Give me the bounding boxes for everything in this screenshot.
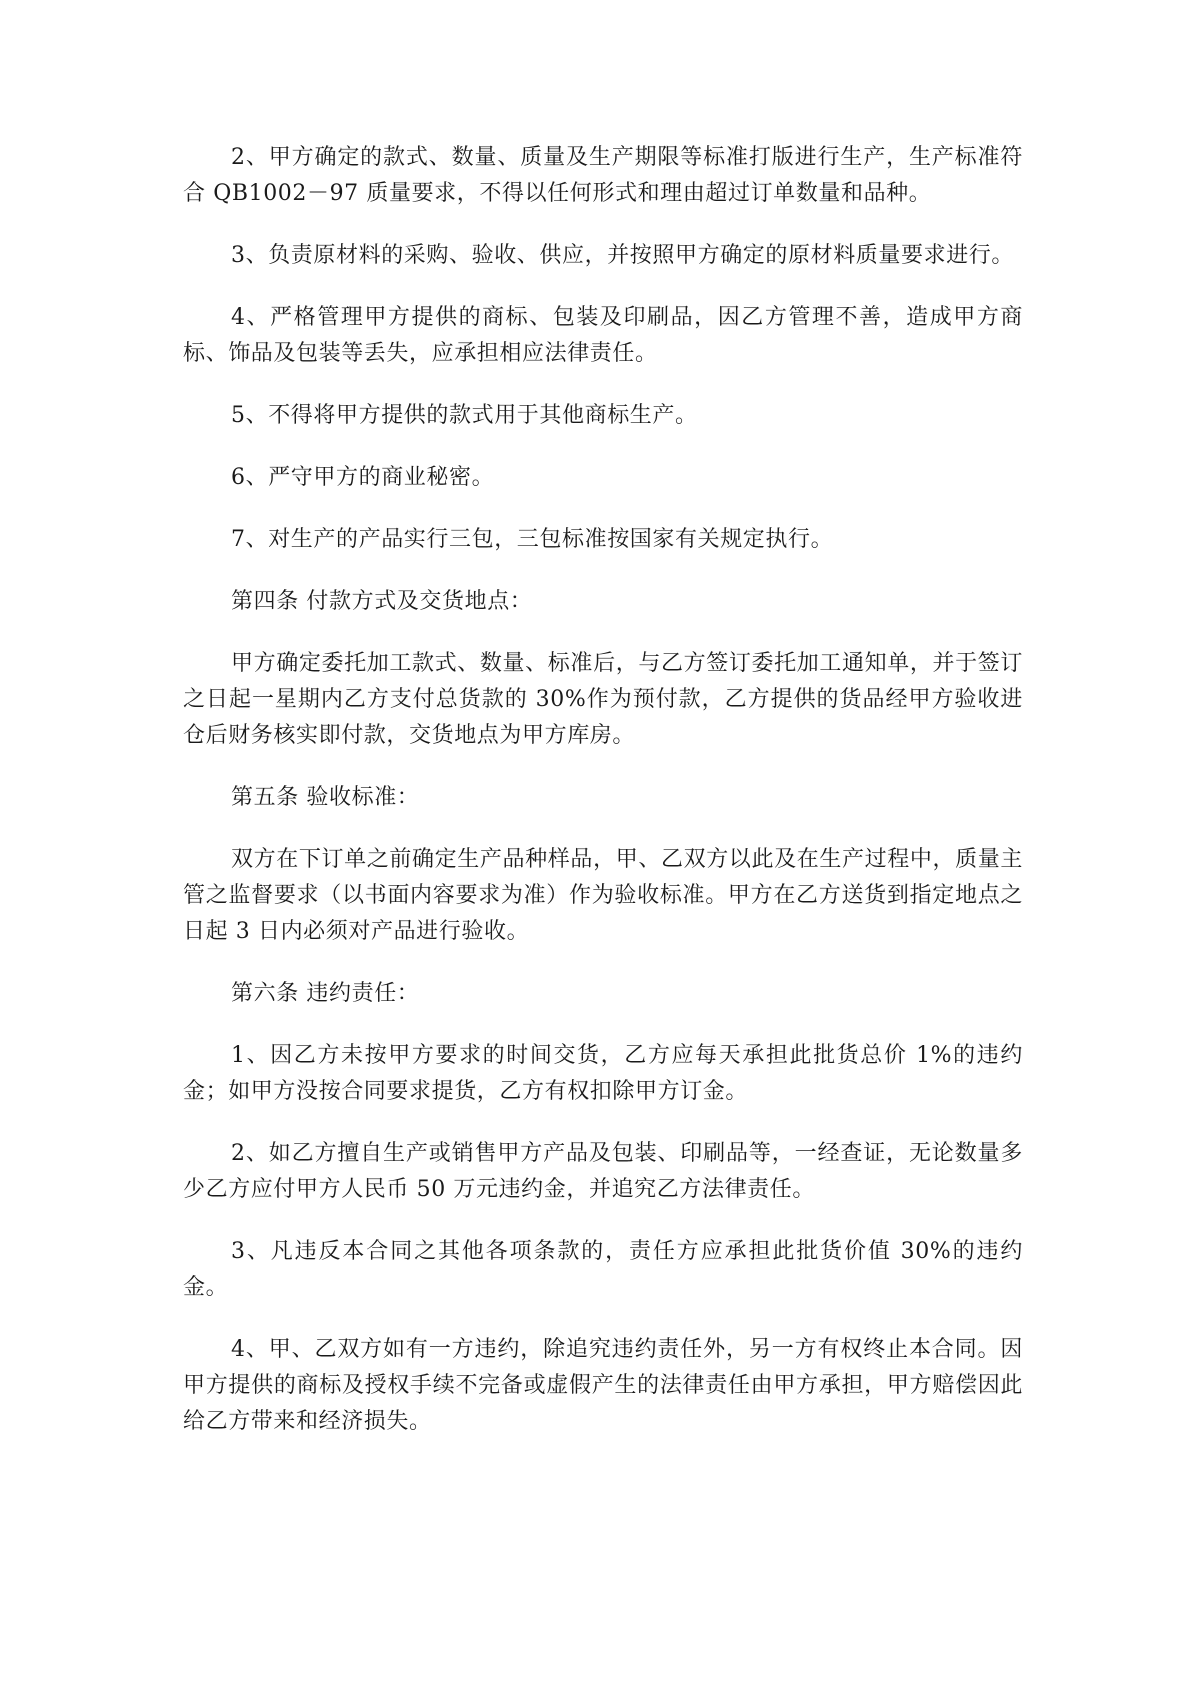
clause-3-item-5: 5、不得将甲方提供的款式用于其他商标生产。 xyxy=(231,403,698,428)
clause-3-item-2: 2、甲方确定的款式、数量、质量及生产期限等标准打版进行生产，生产标准符合 QB1002－97 质量要求，不得以任何形式和理由超过订单数量和品种。 xyxy=(183,145,1023,206)
clause-6-item-4: 4、甲、乙双方如有一方违约，除追究违约责任外，另一方有权终止本合同。因甲方提供的商标及授权手续不完备或虚假产生的法律责任由甲方承担，甲方赔偿因此给乙方带来和经济损失。 xyxy=(183,1337,1023,1434)
clause-4-body: 甲方确定委托加工款式、数量、标准后，与乙方签订委托加工通知单，并于签订之日起一星期内乙方支付总货款的 30%作为预付款，乙方提供的货品经甲方验收进仓后财务核实即付款，交货地点为甲方库房。 xyxy=(183,651,1023,748)
clause-5-body: 双方在下订单之前确定生产品种样品，甲、乙双方以此及在生产过程中，质量主管之监督要求（以书面内容要求为准）作为验收标准。甲方在乙方送货到指定地点之日起 3 日内必须对产品进行验收。 xyxy=(183,847,1023,944)
clause-6-heading: 第六条 违约责任： xyxy=(231,981,420,1006)
clause-6-item-1: 1、因乙方未按甲方要求的时间交货，乙方应每天承担此批货总价 1%的违约金；如甲方没按合同要求提货，乙方有权扣除甲方订金。 xyxy=(183,1043,1023,1104)
clause-3-item-4: 4、严格管理甲方提供的商标、包装及印刷品，因乙方管理不善，造成甲方商标、饰品及包装等丢失，应承担相应法律责任。 xyxy=(183,305,1023,366)
clause-6-item-3: 3、凡违反本合同之其他各项条款的，责任方应承担此批货价值 30%的违约金。 xyxy=(183,1239,1023,1300)
clause-5-heading: 第五条 验收标准： xyxy=(231,785,420,810)
clause-4-heading: 第四条 付款方式及交货地点： xyxy=(231,589,533,614)
clause-3-item-6: 6、严守甲方的商业秘密。 xyxy=(231,465,495,490)
clause-6-item-2: 2、如乙方擅自生产或销售甲方产品及包装、印刷品等，一经查证，无论数量多少乙方应付甲方人民币 50 万元违约金，并追究乙方法律责任。 xyxy=(183,1141,1023,1202)
clause-3-item-7: 7、对生产的产品实行三包，三包标准按国家有关规定执行。 xyxy=(231,527,834,552)
clause-3-item-3: 3、负责原材料的采购、验收、供应，并按照甲方确定的原材料质量要求进行。 xyxy=(231,243,1014,268)
document-body xyxy=(183,140,1023,1466)
